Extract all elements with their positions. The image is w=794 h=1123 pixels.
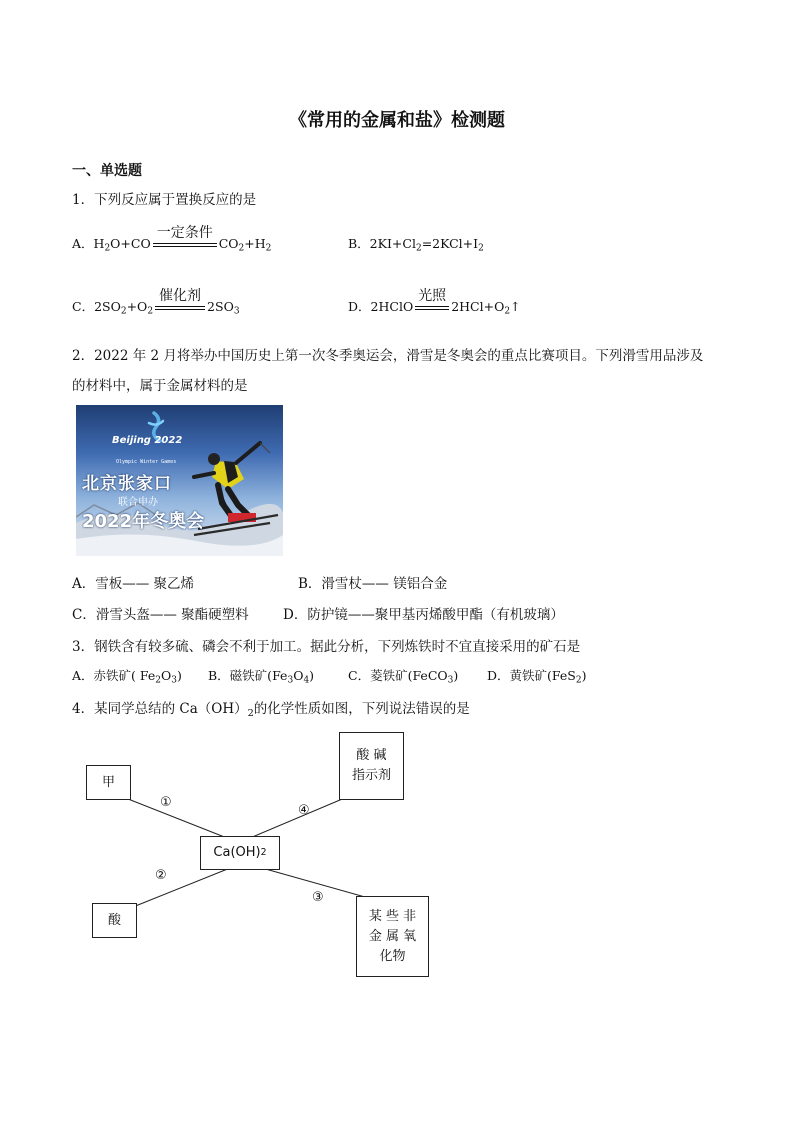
photo-line-1: 北京张家口 (82, 474, 172, 494)
node-center: Ca(OH) 2 (200, 836, 280, 870)
q1-option-b[interactable]: B．$2KI+Cl_2=2KCl+I_2$ (348, 236, 484, 254)
question-1-stem: 1．下列反应属于置换反应的是 (72, 192, 257, 208)
q1-option-d[interactable]: D．2HClO 光照 $2HCl+O_2↑$ (348, 287, 521, 317)
photo-logo-text: Beijing 2022 (112, 435, 183, 446)
photo-line-3: 2022年冬奥会 (82, 511, 205, 532)
q1-option-c[interactable]: C．$2SO_2+O_2$ 催化剂 $2SO_3$ (72, 287, 240, 317)
section-heading: 一、单选题 (72, 163, 142, 179)
node-indicator: 酸 碱 指示剂 (339, 732, 404, 800)
label-1: ① (160, 795, 172, 810)
question-2-stem-line1: 2．2022 年 2 月将举办中国历史上第一次冬季奥运会，滑雪是冬奥会的重点比赛项目。下列滑雪用品涉及 (72, 348, 704, 364)
q2-option-b[interactable]: B．滑雪杖—— 镁铝合金 (298, 576, 448, 592)
question-3-stem: 3．钢铁含有较多硫、磷会不利于加工。据此分析，下列炼铁时不宜直接采用的矿石是 (72, 639, 581, 655)
photo-line-2: 联合申办 (118, 497, 158, 508)
question-2-stem-line2: 的材料中，属于金属材料的是 (72, 378, 248, 394)
condition-arrow: 光照 (415, 301, 449, 315)
label-3: ③ (312, 890, 324, 905)
q3-option-b[interactable]: B．磁铁矿$(Fe_3O_4)$ (208, 668, 315, 686)
label-2: ② (155, 868, 167, 883)
q3-option-d[interactable]: D．黄铁矿(FeS$_2$) (487, 668, 587, 686)
q3-option-a[interactable]: A．赤铁矿( $Fe_2O_3$) (72, 668, 182, 686)
q3-option-c[interactable]: C．菱铁矿(FeCO$_3$) (348, 668, 459, 686)
q2-option-c[interactable]: C．滑雪头盔—— 聚酯硬塑料 (72, 607, 249, 623)
page-title: 《常用的金属和盐》检测题 (289, 110, 505, 131)
question-4-stem: 4．某同学总结的 $Ca(OH)_2$的化学性质如图，下列说法错误的是 (72, 701, 470, 719)
photo-small-text: Olympic Winter Games (116, 459, 177, 465)
q1-option-a[interactable]: A．$H_2O+CO$ 一定条件 $CO_2+H_2$ (72, 224, 272, 254)
q2-option-a[interactable]: A．雪板—— 聚乙烯 (72, 576, 195, 592)
node-acid: 酸 (92, 903, 137, 938)
node-nonmetal-oxide: 某 些 非 金 属 氧 化物 (356, 896, 429, 977)
condition-arrow: 催化剂 (155, 301, 205, 315)
condition-arrow: 一定条件 (153, 238, 217, 252)
label-4: ④ (298, 803, 310, 818)
q2-option-d[interactable]: D．防护镜——聚甲基丙烯酸甲酯（有机玻璃） (283, 607, 564, 623)
node-jia: 甲 (86, 765, 131, 800)
